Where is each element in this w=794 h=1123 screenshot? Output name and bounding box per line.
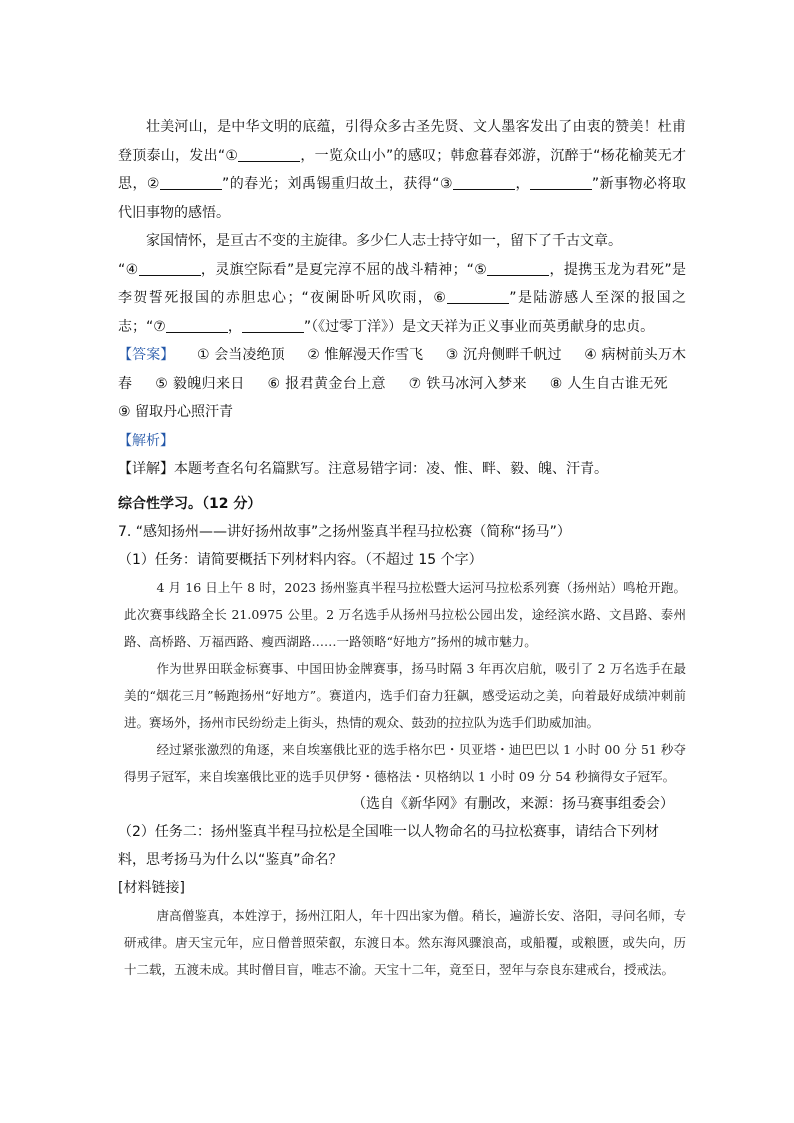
blank-3a[interactable] [453,173,515,190]
material-link-label: [材料链接] [118,879,185,896]
answer-item: ⑥ 报君黄金台上意 [267,375,386,392]
blank-7b[interactable] [242,316,304,333]
material-paragraph-1: 4 月 16 日上午 8 时，2023 扬州鉴真半程马拉松暨大运河马拉松系列赛（扬州站）鸣枪开跑。此次赛事线路全长 21.0975 公里。2 万名选手从扬州马拉松公园出发，途经滨水路、文昌路、泰州路、高桥路、万福西路、瘦西湖路……一路领略“好地方”扬州的城市魅力。 [124,579,686,649]
blank-5[interactable] [487,259,549,276]
material-paragraph-3: 经过紧张激烈的角逐，来自埃塞俄比亚的选手格尔巴・贝亚塔・迪巴巴以 1 小时 00 分 51 秒夺得男子冠军，来自埃塞俄比亚的选手贝伊努・德格法・贝格纳以 1 小时 09 分 54 秒摘得女子冠军。 [124,741,686,784]
question-7-title: 7. “感知扬州——讲好扬州故事”之扬州鉴真半程马拉松赛（简称“扬马”） [118,523,571,540]
answer-item: ① 会当凌绝顶 [196,347,285,363]
answer-item: ⑧ 人生自古谁无死 [549,375,668,392]
answer-item: ③ 沉舟侧畔千帆过 [445,347,562,363]
analysis-label: 【解析】 [118,432,174,449]
answer-label: 【答案】 [118,347,175,363]
blank-2[interactable] [160,173,222,190]
detail-text: 本题考查名句名篇默写。注意易错字词：凌、惟、畔、毅、魄、汗青。 [174,461,608,477]
task-2: （2）任务二：扬州鉴真半程马拉松是全国唯一以人物命名的马拉松赛事，请结合下列材料，思考扬马为什么以“鉴真”命名？ [118,823,659,868]
material-source: （选自《新华网》有删改，来源：扬马赛事组委会） [352,795,674,812]
answer-item: ⑦ 铁马冰河入梦来 [408,375,527,392]
material-paragraph-jianzhen: 唐高僧鉴真，本姓淳于，扬州江阳人，年十四出家为僧。稍长，遍游长安、洛阳，寻问名师，专研戒律。唐天宝元年，应日僧普照荣叡，东渡日本。然东海风骤浪高，或船覆，或粮匮，或失向，历十二载，五渡未成。其时僧目盲，唯志不渝。天宝十二年，竟至日，翌年与奈良东建戒台，授戒法。 [124,907,686,977]
paragraph-patriotism: “④ ，灵旗空际看”是夏完淳不屈的战斗精神；“⑤ ，提携玉龙为君死”是李贺誓死报国的赤胆忠心；“夜阑卧听风吹雨，⑥ ”是陆游感人至深的报国之志；“⑦ ， ”（《过零丁洋》）是文天祥为正义事业而英勇献身的忠贞。 [118,256,686,342]
answer-item: ④ 病树前头万木春 [118,347,687,392]
answer-item: ⑨ 留取丹心照汗青 [118,404,234,420]
paragraph-mountains: 壮美河山，是中华文明的底蕴，引得众多古圣先贤、文人墨客发出了由衷的赞美！杜甫登顶泰山，发出“① ，一览众山小”的感叹；韩愈暮春郊游，沉醉于“杨花榆荚无才思，② ”的春光；刘禹锡重归故土，获得“③ ， ”新事物必将取代旧事物的感悟。 [118,119,686,221]
section-title: 综合性学习。（12 分） [118,495,262,512]
blank-3b[interactable] [530,173,592,190]
blank-1[interactable] [238,145,300,162]
answer-block [118,341,686,427]
blank-7a[interactable] [166,316,228,333]
answer-item: ② 惟解漫天作雪飞 [307,347,424,363]
task-1: （1）任务：请简要概括下列材料内容。（不超过 15 个字） [118,551,483,568]
answer-item: ⑤ 毅魄归来日 [155,375,245,392]
document-page [118,113,686,983]
blank-4[interactable] [139,259,201,276]
material-paragraph-2: 作为世界田联金标赛事、中国田协金牌赛事，扬马时隔 3 年再次启航，吸引了 2 万名选手在最美的“烟花三月”畅跑扬州“好地方”。赛道内，选手们奋力狂飙，感受运动之美，向着最好成绩冲刺前进。赛场外，扬州市民纷纷走上街头，热情的观众、鼓劲的拉拉队为选手们助威加油。 [124,660,686,730]
paragraph-patriotism-intro: 家国情怀，是亘古不变的主旋律。多少仁人志士持守如一，留下了千古文章。 [146,233,622,249]
blank-6[interactable] [447,287,509,304]
detail-label: 【详解】 [118,461,174,477]
detail-block [118,455,686,484]
